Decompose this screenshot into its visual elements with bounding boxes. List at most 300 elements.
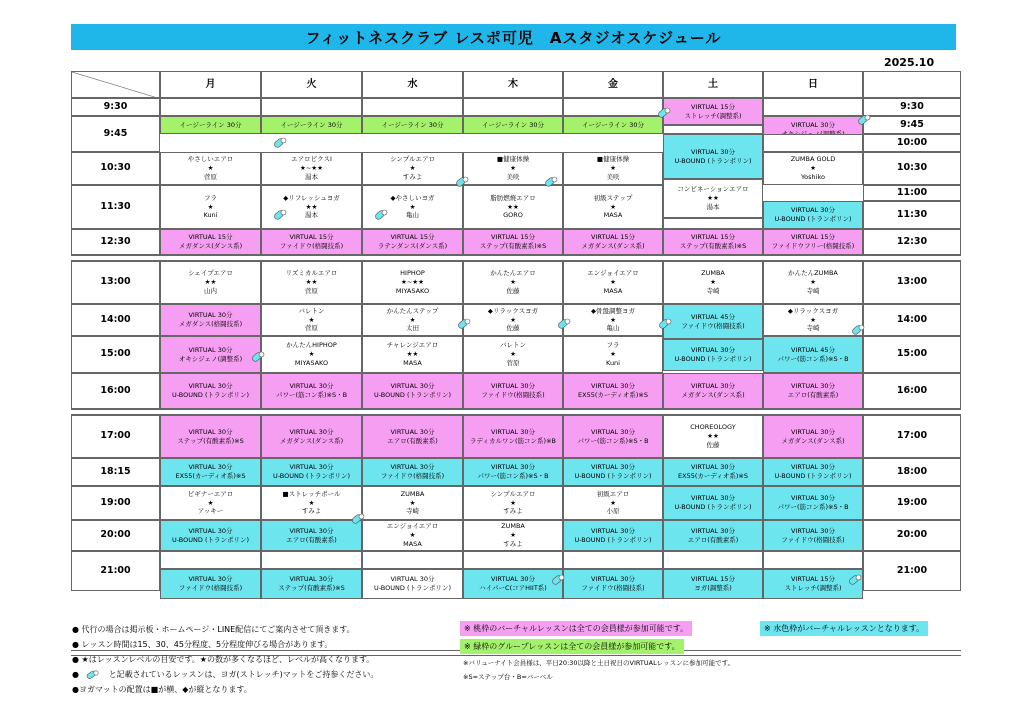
cell-text: 10:00 (896, 136, 928, 148)
lesson-line: MIYASAKO (395, 286, 430, 295)
cell-text: 金 (608, 78, 618, 90)
lesson-cell (463, 373, 563, 409)
lesson-line: ZUMBA (400, 489, 425, 498)
lesson-line: MASA (603, 286, 623, 295)
lesson-line: U-BOUND (トランポリン) (574, 472, 652, 480)
lesson-cell (261, 261, 362, 304)
lesson-line: EX55(カーディオ系)※S (678, 472, 748, 480)
lesson-line: VIRTUAL 30分 (590, 382, 636, 391)
lesson-line: ステップ(有酸素系)※S (278, 584, 345, 592)
time-label-right (863, 261, 961, 304)
lesson-line: ■ストレッチポール (282, 489, 341, 498)
lesson-line: ラディカルワン(筋コン系)※B (470, 436, 556, 445)
lesson-line: VIRTUAL 30分 (590, 463, 636, 472)
cell-text: 10:30 (896, 162, 928, 174)
lesson-cell (763, 304, 863, 336)
lesson-line: VIRTUAL 30分 (790, 382, 836, 391)
lesson-line: VIRTUAL 30分 (188, 311, 233, 320)
lesson-line: ★★ (305, 278, 318, 287)
lesson-line: VIRTUAL 30分 (690, 526, 736, 535)
note-abbreviation: ※S=ステップ台・B=バーベル (463, 673, 553, 681)
cell-text: 11:30 (896, 208, 928, 220)
lesson-line: ファイドウ(格闘技系) (279, 242, 344, 250)
day-header (763, 71, 863, 98)
lesson-line: ストレッチ(調整系) (784, 584, 842, 592)
yoga-mat-icon (272, 208, 288, 224)
lesson-line: VIRTUAL 15分 (790, 575, 836, 584)
schedule-date: 2025.10 (884, 56, 935, 69)
lesson-line: フラ (204, 193, 217, 202)
cell-text: 12:30 (100, 235, 131, 247)
empty-cell (362, 98, 463, 116)
lesson-line: EX55(カーディオ系)※S (578, 391, 648, 399)
time-label-right (863, 185, 961, 201)
lesson-line: VIRTUAL 15分 (188, 233, 233, 242)
lesson-line: バレトン (298, 306, 325, 315)
lesson-line: やさしいエアロ (187, 155, 234, 164)
lesson-line: 湯本 (305, 211, 318, 220)
cell-text: 日 (808, 78, 818, 90)
lesson-line: ステップ(有酸素系)※S (479, 242, 547, 250)
lesson-line: MASA (403, 539, 422, 548)
cell-text: 9:45 (103, 127, 128, 139)
cell-text: 9:30 (900, 100, 924, 112)
lesson-line: リズミカルエアロ (285, 269, 338, 278)
yoga-mat-icon (856, 113, 872, 129)
time-label-right (863, 229, 961, 255)
day-header (160, 71, 261, 98)
lesson-line: VIRTUAL 15分 (289, 233, 334, 242)
lesson-line: ラテンダンス(ダンス系) (377, 242, 448, 250)
day-header (563, 71, 663, 98)
lesson-cell (463, 520, 563, 551)
lesson-cell (362, 261, 463, 304)
lesson-line: すみよ (503, 539, 523, 548)
yoga-mat-icon (272, 136, 288, 152)
lesson-cell (563, 152, 663, 185)
lesson-cell (261, 569, 362, 599)
lesson-cell (261, 229, 362, 255)
lesson-line: 佐藤 (506, 324, 520, 333)
empty-cell (463, 551, 563, 569)
lesson-line: Kuni (203, 211, 218, 220)
time-label-right (863, 116, 961, 134)
lesson-line: ファイドウ(格闘技系) (781, 535, 845, 544)
lesson-line: アッキー (197, 507, 224, 516)
lesson-cell (763, 336, 863, 373)
lesson-line: U-BOUND (トランポリン) (574, 535, 652, 544)
lesson-line: ★ (710, 278, 716, 287)
schedule-table (71, 71, 961, 609)
lesson-line: ★ (409, 498, 416, 507)
empty-cell (763, 134, 863, 152)
yoga-mat-icon (456, 317, 472, 333)
lesson-cell (463, 229, 563, 255)
yoga-mat-icon (350, 512, 366, 528)
lesson-cell (663, 373, 763, 409)
diagonal-line (72, 72, 160, 98)
lesson-line: VIRTUAL 30分 (289, 526, 334, 535)
lesson-cell (160, 569, 261, 599)
lesson-line: 初級ステップ (593, 193, 633, 202)
lesson-line: すみよ (402, 172, 423, 181)
cell-text: 11:30 (100, 200, 131, 212)
cell-text: 月 (205, 78, 216, 90)
lesson-line: 山内 (204, 286, 217, 295)
time-label (71, 185, 160, 229)
lesson-line: パワー(筋コン系)※S・B (777, 354, 849, 363)
lesson-line: イージーライン 30分 (280, 120, 343, 129)
lesson-line: ★ (409, 531, 416, 540)
lesson-cell (463, 185, 563, 229)
lesson-cell (663, 339, 763, 371)
time-label-right (863, 551, 961, 591)
lesson-line: チャレンジエアロ (386, 341, 439, 350)
lesson-line: U-BOUND (トランポリン) (674, 156, 752, 165)
cell-text: 17:00 (100, 430, 131, 442)
lesson-line: ★ (610, 278, 616, 287)
lesson-cell (362, 520, 463, 551)
lesson-line: VIRTUAL 30分 (188, 382, 233, 391)
lesson-line: 湯本 (305, 172, 318, 181)
lesson-line: フラ (606, 341, 620, 350)
lesson-line: ★ (409, 202, 416, 211)
corner-cell-right (863, 71, 961, 98)
lesson-line: パワー(筋コン系)※S・B (477, 472, 549, 480)
time-label-right (863, 458, 961, 486)
lesson-line: VIRTUAL 15分 (690, 233, 736, 242)
lesson-line: かんたんHIPHOP (286, 341, 337, 350)
lesson-cell (663, 98, 763, 125)
lesson-line: VIRTUAL 45分 (790, 345, 836, 354)
lesson-cell (763, 201, 863, 229)
lesson-line: ★ (610, 498, 616, 507)
lesson-cell (261, 458, 362, 486)
lesson-line: VIRTUAL 30分 (390, 382, 435, 391)
time-label (71, 458, 160, 486)
time-label (71, 520, 160, 551)
lesson-line: ★~★★ (401, 278, 424, 287)
lesson-cell (663, 415, 763, 458)
lesson-line: U-BOUND (トランポリン) (272, 472, 351, 480)
lesson-line: 佐藤 (706, 440, 720, 449)
lesson-line: ◆リラックスヨガ (787, 306, 839, 315)
empty-cell (663, 125, 763, 134)
lesson-line: かんたんステップ (386, 306, 439, 315)
yoga-mat-icon (86, 669, 100, 681)
lesson-cell (160, 336, 261, 373)
lesson-line: ★ (610, 350, 616, 359)
lesson-line: VIRTUAL 30分 (390, 427, 435, 436)
lesson-line: VIRTUAL 15分 (790, 233, 836, 242)
yoga-mat-icon (373, 208, 389, 224)
yoga-mat-icon (850, 323, 866, 339)
lesson-line: ★ (510, 531, 516, 540)
lesson-cell (160, 152, 261, 185)
cell-text: 18:15 (100, 465, 131, 477)
lesson-line: CHOREOLOGY (690, 423, 736, 432)
time-label-right (863, 152, 961, 185)
lesson-line: VIRTUAL 30分 (289, 427, 334, 436)
lesson-line: VIRTUAL 30分 (188, 575, 233, 584)
lesson-line: 寺崎 (806, 324, 820, 333)
lesson-cell (663, 458, 763, 486)
lesson-line: コンビネーションエアロ (677, 185, 749, 194)
lesson-cell (160, 458, 261, 486)
cell-text: 11:00 (896, 186, 928, 198)
lesson-line: VIRTUAL 30分 (690, 463, 736, 472)
lesson-line: メガダンス(格闘技系) (178, 320, 243, 328)
time-label-right (863, 373, 961, 409)
lesson-line: VIRTUAL 30分 (188, 427, 233, 436)
time-label-right (863, 98, 961, 116)
time-label-right (863, 415, 961, 458)
time-label (71, 551, 160, 591)
lesson-cell (261, 152, 362, 185)
empty-cell (160, 98, 261, 116)
lesson-cell (160, 415, 261, 458)
cell-text: 土 (708, 78, 718, 90)
lesson-line: U-BOUND (トランポリン) (373, 584, 452, 592)
note-duration: ● レッスン時間は15、30、45分程度、5分程度伸びる場合があります。 (72, 640, 333, 649)
lesson-line: 小原 (606, 507, 620, 516)
cell-text: 14:00 (100, 313, 131, 325)
cell-text: 19:00 (100, 496, 131, 508)
empty-cell (362, 551, 463, 569)
lesson-line: ファイドウフリー(格闘技系) (771, 242, 855, 250)
time-label (71, 98, 160, 116)
cell-text: 10:30 (100, 162, 131, 174)
time-label (71, 373, 160, 409)
lesson-cell (663, 179, 763, 218)
lesson-line: イージーライン 30分 (581, 120, 644, 129)
lesson-line: VIRTUAL 30分 (790, 526, 836, 535)
cell-text: 13:00 (100, 276, 131, 288)
lesson-line: すみよ (503, 507, 523, 516)
lesson-line: 佐藤 (506, 286, 520, 295)
lesson-line: VIRTUAL 15分 (490, 233, 536, 242)
lesson-line: VIRTUAL 30分 (790, 206, 836, 215)
lesson-line: VIRTUAL 30分 (690, 147, 736, 156)
lesson-cell (362, 116, 463, 134)
lesson-cell (763, 229, 863, 255)
note-substitute: ● 代行の場合は掲示板・ホームページ・LINE配信にてご案内させて頂きます。 (72, 625, 355, 634)
lesson-line: VIRTUAL 30分 (590, 427, 636, 436)
corner-cell (71, 71, 160, 98)
lesson-cell (563, 520, 663, 551)
lesson-cell (763, 458, 863, 486)
lesson-cell (763, 373, 863, 409)
lesson-line: MIYASAKO (294, 358, 329, 367)
lesson-line: ◆やさしいヨガ (390, 193, 435, 202)
time-label (71, 152, 160, 185)
lesson-cell (160, 486, 261, 520)
lesson-cell (563, 415, 663, 458)
cell-text: 18:00 (896, 465, 928, 477)
legend-pink: ※ 桃枠のバーチャルレッスンは全ての会員様が参加可能です。 (460, 621, 692, 636)
page-title: フィットネスクラブ レスポ可児 Aスタジオスケジュール (71, 24, 956, 50)
lesson-cell (261, 336, 362, 373)
cell-text: 14:00 (896, 313, 928, 325)
lesson-cell (261, 304, 362, 336)
lesson-line: ★ (610, 164, 616, 173)
lesson-line: U-BOUND (トランポリン) (674, 503, 752, 511)
lesson-line: ★★ (406, 350, 419, 359)
cell-text: 17:00 (896, 430, 928, 442)
time-label (71, 415, 160, 458)
lesson-line: VIRTUAL 30分 (390, 463, 435, 472)
lesson-line: ★ (308, 498, 315, 507)
lesson-cell (563, 261, 663, 304)
note-level: ● ★はレッスンレベルの目安です。★の数が多くなるほど、レベルが高くなります。 (72, 655, 375, 664)
lesson-cell (563, 336, 663, 373)
lesson-line: エアロ(有酸素系) (387, 436, 438, 445)
yoga-mat-icon (847, 573, 863, 589)
lesson-line: 菅原 (305, 286, 318, 295)
lesson-cell (663, 520, 763, 551)
cell-text: 9:45 (900, 118, 924, 130)
lesson-line: 美咲 (506, 172, 520, 181)
lesson-line: MASA (603, 211, 623, 220)
lesson-cell (463, 458, 563, 486)
lesson-line: ファイドウ(格闘技系) (681, 321, 745, 330)
empty-cell (763, 551, 863, 569)
cell-text: 木 (508, 78, 518, 90)
lesson-line: ★ (810, 315, 816, 324)
lesson-line: VIRTUAL 30分 (490, 463, 536, 472)
lesson-cell (463, 486, 563, 520)
lesson-cell (763, 486, 863, 520)
lesson-line: かんたんZUMBA (788, 269, 838, 278)
lesson-line: ◆リフレッシュヨガ (283, 193, 340, 202)
lesson-cell (463, 569, 563, 599)
lesson-line: VIRTUAL 30分 (790, 120, 836, 129)
cell-text: 21:00 (896, 564, 928, 576)
lesson-line: 初級エアロ (596, 489, 630, 498)
cell-text: 16:00 (896, 384, 928, 396)
lesson-line: ★★ (707, 194, 719, 203)
cell-text: 15:00 (896, 348, 928, 360)
lesson-cell (463, 336, 563, 373)
empty-cell (663, 551, 763, 569)
lesson-cell (463, 304, 563, 336)
lesson-line: HIPHOP (400, 269, 425, 278)
lesson-cell (663, 134, 763, 179)
lesson-line: VIRTUAL 30分 (690, 346, 736, 355)
lesson-line: U-BOUND (トランポリン) (674, 355, 752, 363)
lesson-line: 亀山 (406, 211, 419, 220)
lesson-line: VIRTUAL 30分 (690, 382, 736, 391)
day-header (463, 71, 563, 98)
lesson-line: 美咲 (606, 172, 620, 181)
cell-text: 火 (306, 78, 317, 90)
lesson-line: VIRTUAL 30分 (490, 382, 536, 391)
lesson-line: ■健康体操 (496, 155, 530, 164)
lesson-line: エンジョイエアロ (386, 522, 439, 531)
lesson-line: ★★ (707, 432, 719, 441)
lesson-line: 寺崎 (706, 286, 720, 295)
lesson-line: ★ (510, 164, 516, 173)
lesson-cell (261, 520, 362, 551)
lesson-line: パワー(筋コン系)※S・B (275, 391, 348, 399)
lesson-line: GORO (503, 211, 523, 220)
lesson-line: 湯本 (706, 202, 720, 211)
time-label (71, 336, 160, 373)
lesson-line: 菅原 (204, 172, 217, 181)
empty-cell (563, 98, 663, 116)
lesson-line: ★ (510, 315, 516, 324)
lesson-line: ◆リラックスヨガ (487, 306, 539, 315)
lesson-cell (261, 415, 362, 458)
lesson-line: パワー(筋コン系)※S・B (777, 503, 849, 511)
cell-text: 9:30 (103, 100, 128, 112)
lesson-line: ★ (510, 498, 516, 507)
cell-text: 20:00 (896, 529, 928, 541)
lesson-cell (160, 261, 261, 304)
lesson-line: ★ (308, 315, 315, 324)
lesson-cell (563, 486, 663, 520)
lesson-line: パワー(筋コン系)※S・B (577, 436, 649, 445)
lesson-cell (160, 304, 261, 336)
lesson-line: ★~★★ (300, 164, 323, 173)
lesson-line: 寺崎 (406, 507, 419, 516)
lesson-line: VIRTUAL 30分 (188, 526, 233, 535)
yoga-mat-icon (454, 175, 470, 191)
lesson-cell (663, 569, 763, 599)
lesson-line: Yoshiko (801, 172, 825, 181)
lesson-line: VIRTUAL 30分 (289, 382, 334, 391)
cell-text: 15:00 (100, 348, 131, 360)
lesson-cell (563, 458, 663, 486)
lesson-line: エアロ(有酸素系) (787, 391, 839, 399)
lesson-cell (763, 152, 863, 185)
lesson-cell (362, 569, 463, 599)
cell-text: 21:00 (100, 564, 131, 576)
time-label (71, 486, 160, 520)
lesson-line: バレトン (500, 341, 526, 350)
lesson-line: メガダンス(ダンス系) (781, 436, 845, 445)
lesson-cell (463, 116, 563, 134)
yoga-mat-icon (250, 350, 266, 366)
lesson-line: VIRTUAL 30分 (690, 494, 736, 503)
lesson-cell (763, 520, 863, 551)
yoga-mat-icon (550, 573, 566, 589)
lesson-line: VIRTUAL 15分 (690, 102, 736, 111)
time-label (71, 261, 160, 304)
empty-cell (160, 551, 261, 569)
yoga-mat-icon (657, 317, 673, 333)
lesson-line: VIRTUAL 30分 (188, 463, 233, 472)
yoga-mat-icon (543, 175, 559, 191)
lesson-line: ★ (810, 278, 816, 287)
lesson-line: イージーライン 30分 (179, 120, 242, 129)
lesson-line: Kuni (606, 358, 620, 367)
time-label-right (863, 304, 961, 336)
lesson-cell (563, 229, 663, 255)
lesson-line: メガダンス(ダンス系) (681, 391, 745, 399)
lesson-cell (362, 486, 463, 520)
time-label-right (863, 201, 961, 229)
empty-cell (463, 98, 563, 116)
lesson-cell (563, 373, 663, 409)
time-label-right (863, 134, 961, 152)
lesson-line: U-BOUND (トランポリン) (774, 215, 852, 223)
lesson-cell (362, 152, 463, 185)
lesson-line: 寺崎 (806, 286, 820, 295)
empty-cell (763, 98, 863, 116)
lesson-cell (362, 229, 463, 255)
lesson-line: ZUMBA (501, 522, 525, 531)
